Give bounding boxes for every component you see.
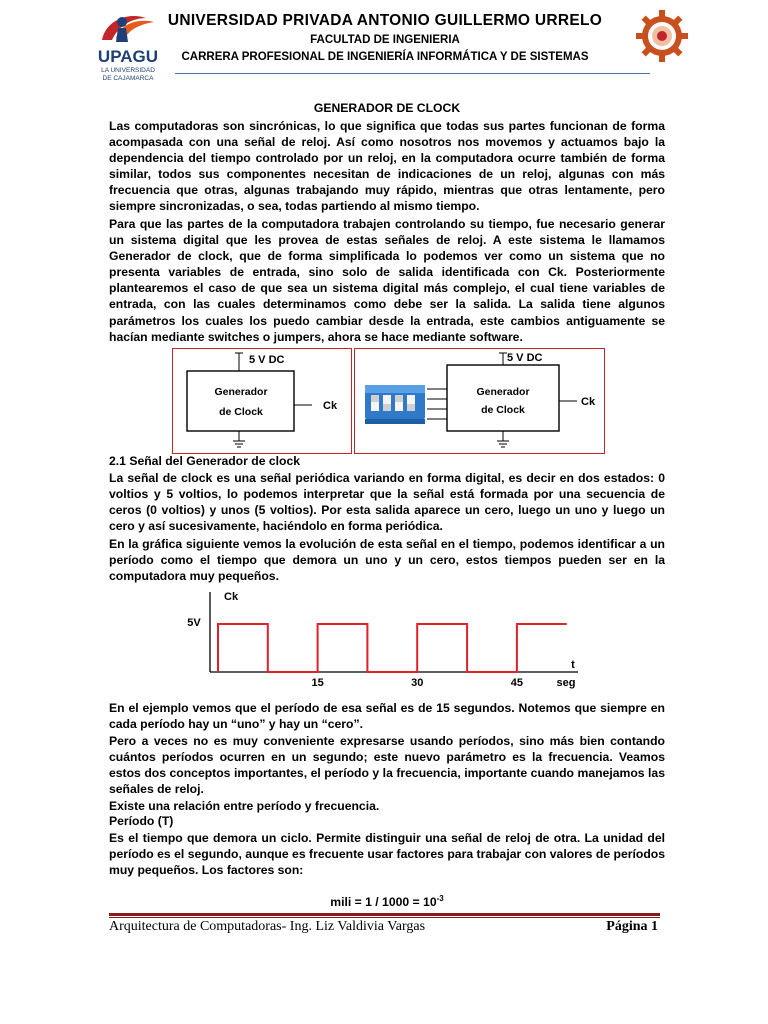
fig2-supply-label: 5 V DC: [507, 352, 543, 364]
fig2-block-line1: Generador: [476, 386, 530, 398]
clock-signal-series: [218, 624, 567, 672]
document-title: GENERADOR DE CLOCK: [313, 101, 461, 115]
paragraph-period-definition: Es el tiempo que demora un ciclo. Permite distinguir una señal de reloj de otra. La unidad del período es el segundo, aunque es frecuente usar factores para trabajar con valores de períodos muy pequeños. Los factores son:: [109, 831, 665, 878]
chart-x-tick-label: 30: [411, 677, 424, 689]
header-divider: [175, 73, 650, 74]
chart-y-tick-5v: 5V: [187, 617, 201, 629]
footer-divider-thin: [109, 917, 660, 918]
logo-left-sub2: DE CAJAMARCA: [102, 75, 154, 82]
clock-signal-chart: [160, 586, 590, 690]
faculty-name: FACULTAD DE INGENIERIA: [310, 34, 460, 46]
formula-mili: [109, 894, 665, 909]
paragraph-relation: Existe una relación entre período y frecuencia.: [109, 799, 380, 813]
chart-x-tick-label: 15: [311, 677, 324, 689]
fig1-supply-label: 5 V DC: [249, 354, 285, 366]
footer-page-number: Página 1: [606, 919, 658, 934]
formula-exponent: -3: [436, 894, 444, 903]
chart-x-label: t: [571, 659, 575, 671]
fig1-output-label: Ck: [323, 400, 338, 412]
paragraph-signal: La señal de clock es una señal periódica variando en forma digital, es decir en dos estados: 0 voltios y 5 voltios, lo podemos interpretar que la señal está formada por una secuencia de ceros (0 voltios) y unos (5 voltios). Por esta salida aparece un cero, luego un uno y luego un cero y así sucesivamente, haciéndolo en forma periódica.: [109, 471, 665, 534]
logo-left-sub1: LA UNIVERSIDAD: [101, 67, 155, 74]
formula-text: mili = 1 / 1000 = 10: [330, 895, 437, 910]
section-heading-signal: 2.1 Señal del Generador de clock: [109, 454, 301, 468]
chart-x-tick-label: 45: [510, 677, 523, 689]
logo-left-name: UPAGU: [97, 47, 159, 66]
fig1-generator-block: [187, 371, 294, 431]
footer-divider-thick: [109, 913, 660, 916]
footer-course: Arquitectura de Computadoras- Ing. Liz Valdivia Vargas: [109, 919, 426, 934]
paragraph-example: En el ejemplo vemos que el período de esa señal es de 15 segundos. Notemos que siempre en cada período hay un “uno” y hay un “cero”.: [109, 701, 665, 732]
dip-switch-icon: [365, 385, 425, 424]
fig2-output-label: Ck: [581, 396, 596, 408]
paragraph-frequency: Pero a veces no es muy conveniente expresarse usando períodos, sino más bien contando cuántos períodos ocurren en un segundo; este nuevo parámetro es la frecuencia. Veamos estos dos conceptos importantes, el período y la frecuencia, importante cuando manejamos las señales de reloj.: [109, 734, 665, 797]
figure-clock-generator-with-switches: [354, 348, 605, 454]
fig1-block-line1: Generador: [214, 386, 268, 398]
chart-y-label: Ck: [224, 591, 239, 603]
career-name: CARRERA PROFESIONAL DE INGENIERÍA INFORMÁTICA Y DE SISTEMAS: [181, 51, 589, 63]
paragraph-intro: Las computadoras son sincrónicas, lo que significa que todas sus partes funcionan de forma acompasada con una señal de reloj. Así como nosotros nos movemos y actuamos bajo la dependencia del tiempo controlado por un reloj, en la computadora ocurre también de forma similar, todos sus componentes necesitan de indicaciones de un reloj, algunas con más frecuencia que otras, algunas trabajando muy rápido, mientras que otras lentamente, pero siempre sincronizadas, o sea, todas partiendo al mismo tiempo.: [109, 119, 665, 214]
figure-simple-clock-generator: [172, 348, 352, 454]
fig2-generator-block: [447, 365, 559, 431]
paragraph-clock-generator: Para que las partes de la computadora trabajen controlando su tiempo, fue necesario generar un sistema digital que les provea de estas señales de reloj. A este sistema le llamamos Generador de clock, que de forma simplificada lo podemos ver como un sistema que no presenta variables de entrada, sino solo de salida identificada con Ck. Posteriormente plantearemos el caso de que sea un sistema digital más complejo, el cual tiene variables de entrada, con las cuales determinamos como debe ser la salida. La salida tiene algunos parámetros los cuales los puedo cambiar desde la entrada, este cambios antiguamente se hacían mediante switches o jumpers, ahora se hace mediante software.: [109, 217, 665, 344]
chart-x-unit: seg: [556, 677, 576, 689]
faculty-gear-logo: [634, 8, 690, 64]
fig2-block-line2: de Clock: [481, 404, 525, 416]
paragraph-period-intro: En la gráfica siguiente vemos la evolución de esta señal en el tiempo, podemos identificar a un período como el tiempo que demora un uno y un cero, estos tiempos pueden ser en la computadora muy pequeños.: [109, 537, 665, 584]
section-heading-period: Período (T): [109, 814, 174, 828]
university-name: UNIVERSIDAD PRIVADA ANTONIO GUILLERMO URRELO: [167, 12, 603, 29]
fig1-block-line2: de Clock: [219, 406, 263, 418]
